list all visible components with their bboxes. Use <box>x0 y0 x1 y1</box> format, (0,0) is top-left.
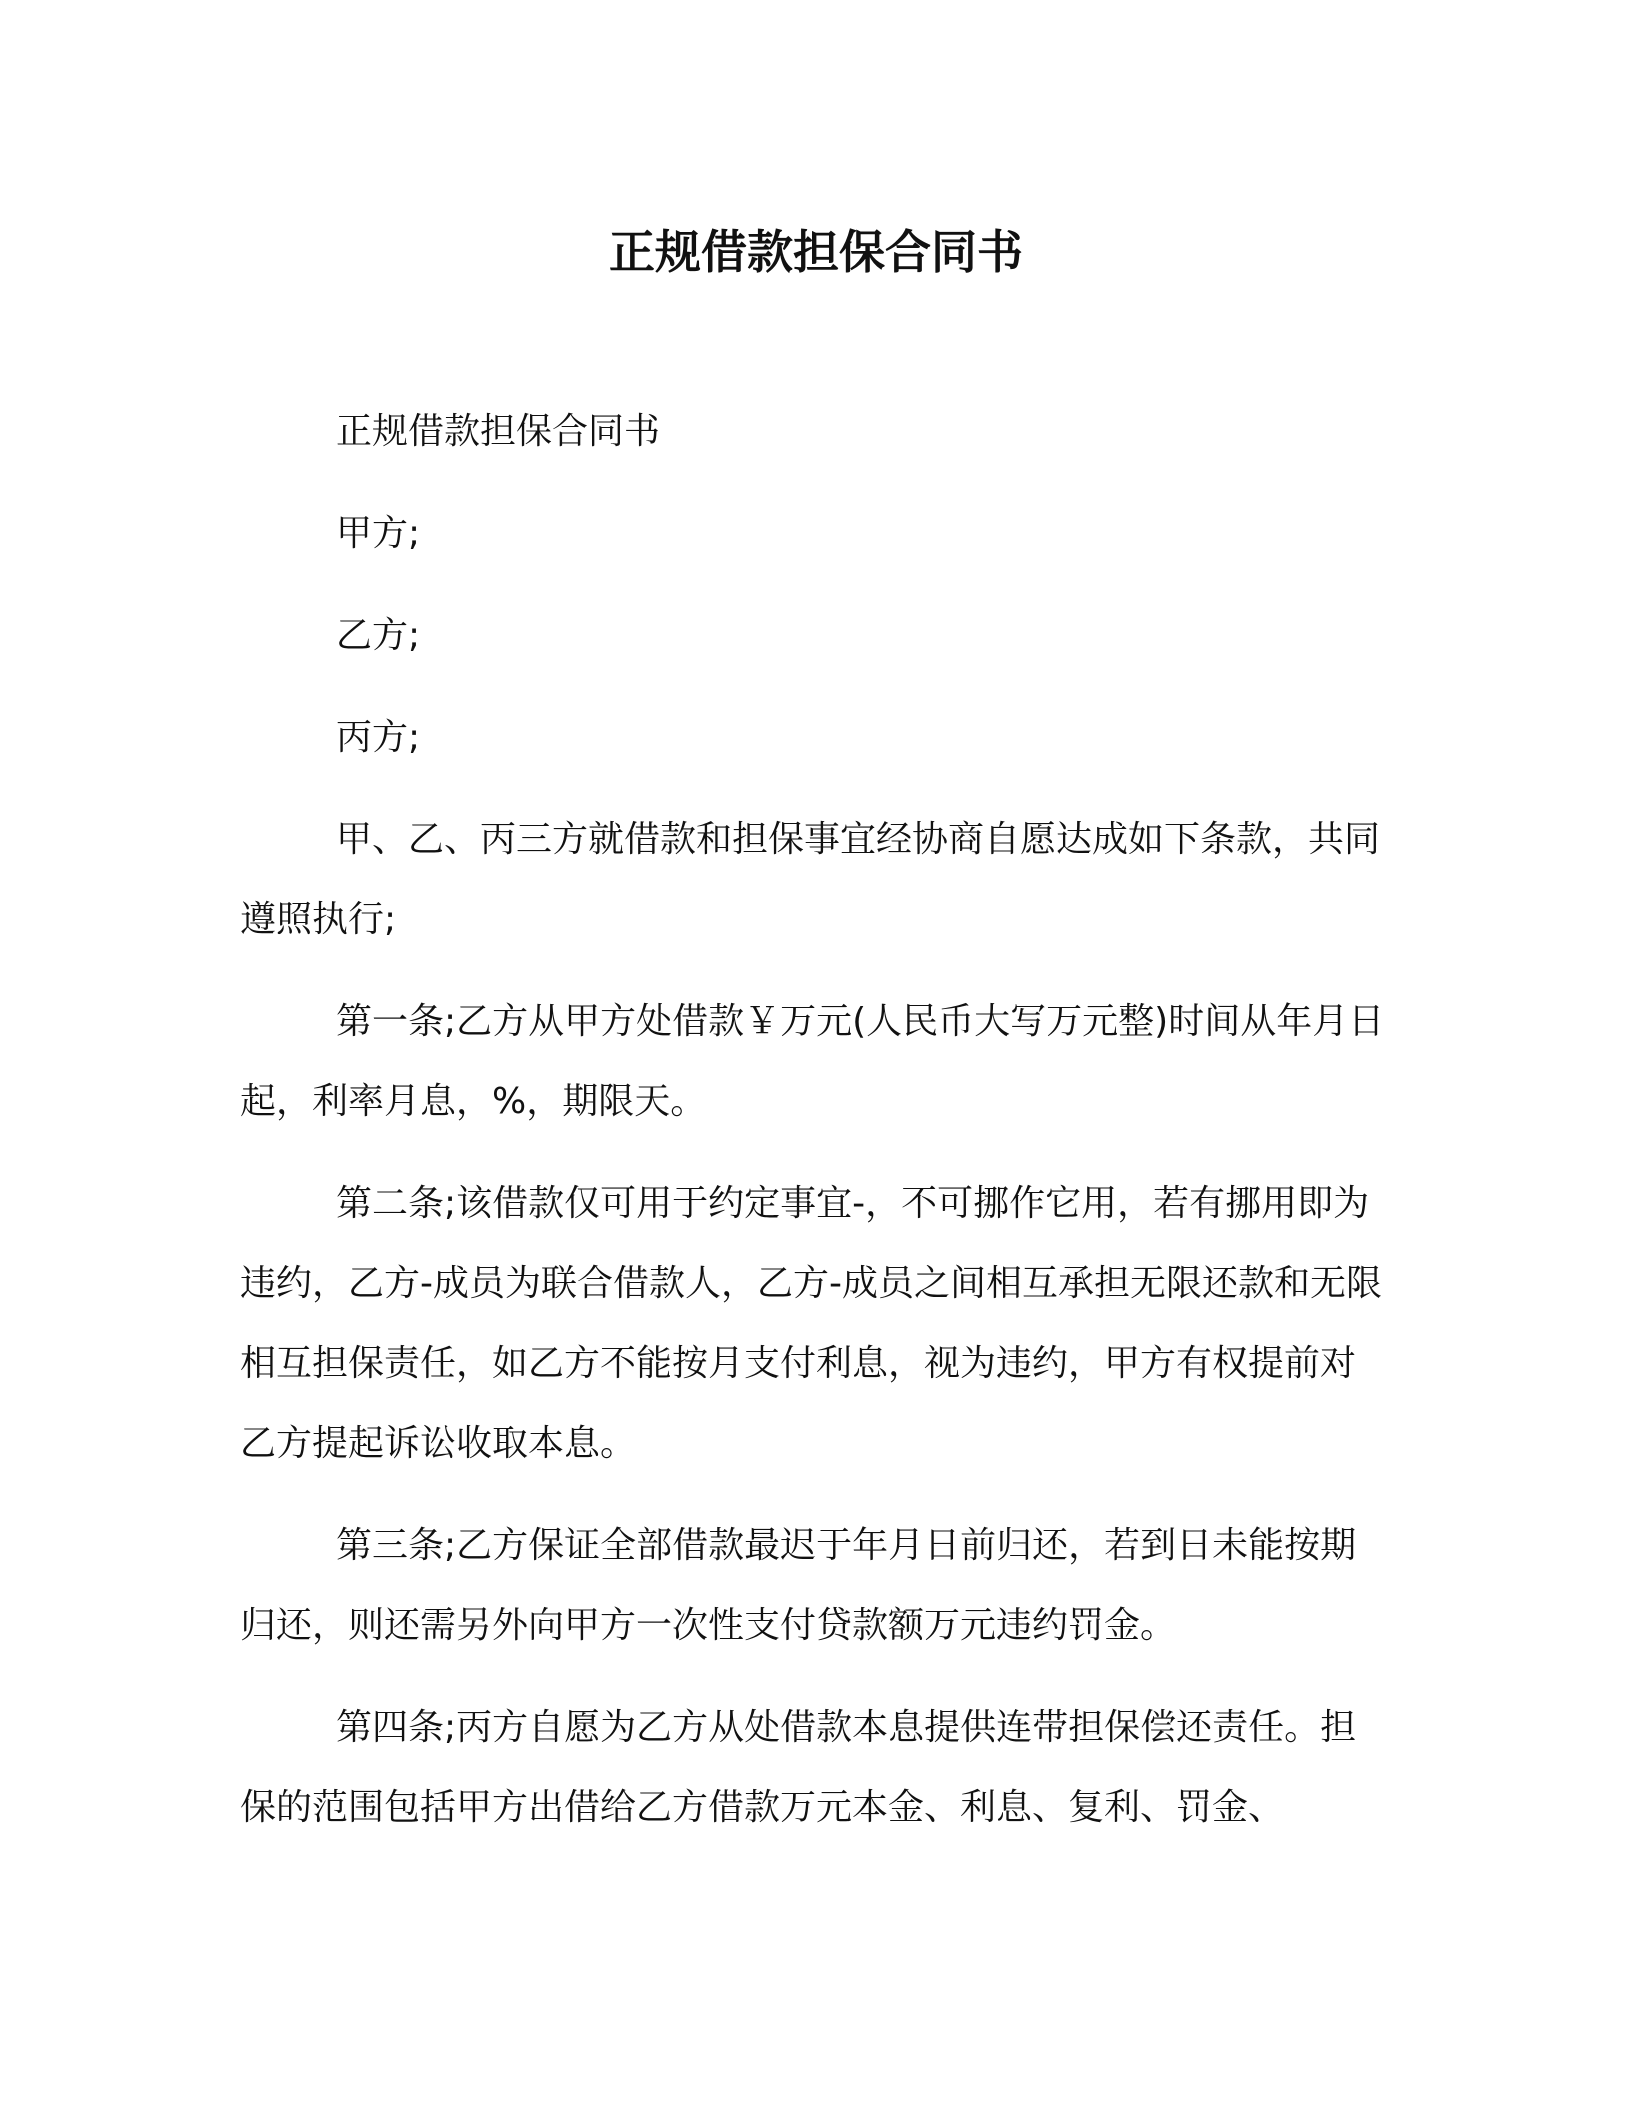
paragraph-heading: 正规借款担保合同书 <box>336 411 661 452</box>
paragraph-article-3: 第三条;乙方保证全部借款最迟于年月日前归还，若到日未能按期归还，则还需另外向甲方一次性支付贷款额万元违约罚金。 <box>240 1525 1357 1646</box>
paragraph-article-1: 第一条;乙方从甲方处借款￥万元(人民币大写万元整)时间从年月日起，利率月息，%，期限天。 <box>240 1001 1385 1122</box>
document-body <box>240 392 1390 1870</box>
document-title: 正规借款担保合同书 <box>609 225 1023 279</box>
paragraph-party-a: 甲方; <box>336 513 421 554</box>
paragraph-article-2: 第二条;该借款仅可用于约定事宜-，不可挪作它用，若有挪用即为违约，乙方-成员为联合借款人，乙方-成员之间相互承担无限还款和无限相互担保责任，如乙方不能按月支付利息，视为违约，甲方有权提前对乙方提起诉讼收取本息。 <box>240 1183 1382 1464</box>
paragraph-article-4: 第四条;丙方自愿为乙方从处借款本息提供连带担保偿还责任。担保的范围包括甲方出借给乙方借款万元本金、利息、复利、罚金、 <box>240 1707 1357 1828</box>
paragraph-party-c: 丙方; <box>336 717 421 758</box>
paragraph-preamble: 甲、乙、丙三方就借款和担保事宜经协商自愿达成如下条款，共同遵照执行; <box>240 819 1381 940</box>
paragraph-party-b: 乙方; <box>336 615 421 656</box>
